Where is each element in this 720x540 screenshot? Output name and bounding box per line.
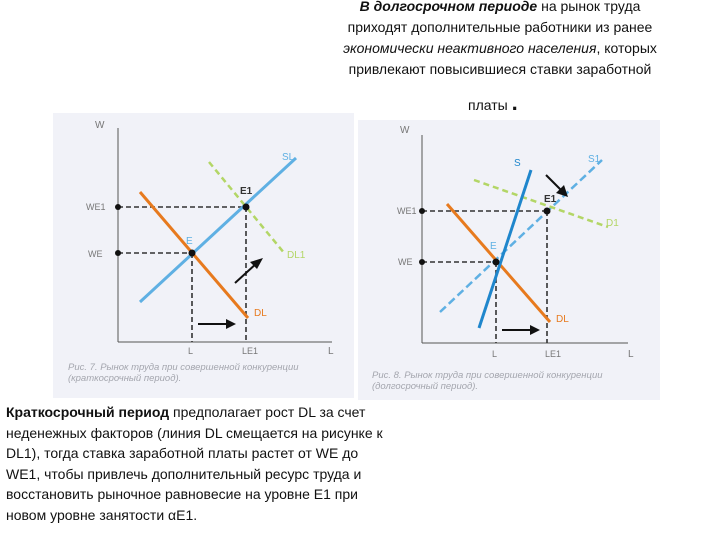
- fig2-caption: [372, 370, 603, 392]
- fig1-label-we1: WE1: [86, 202, 106, 212]
- fig2-label-l-axis: L: [628, 349, 634, 360]
- fig1-label-s: SL: [282, 152, 295, 163]
- fig2-label-d1: D1: [606, 218, 619, 229]
- fig1-label-l1: LE1: [242, 346, 259, 356]
- fig2-label-s1: S1: [588, 154, 601, 165]
- fig1-caption-line1: Рис. 7. Рынок труда при совершенной конкуренции: [68, 362, 299, 373]
- bottom-line1-rest: предполагает рост DL за счет: [169, 404, 366, 420]
- bottom-line3: DL1), тогда ставка заработной платы растет от WE до: [6, 445, 359, 461]
- fig2-label-we: WE: [398, 257, 413, 267]
- fig2-point-e: [493, 259, 500, 266]
- bottom-line4: WE1, чтобы привлечь дополнительный ресурс труда и: [6, 465, 362, 482]
- fig1-label-l-axis: L: [328, 346, 334, 357]
- bottom-line6: новом уровне занятости αE1.: [6, 506, 198, 523]
- top-line2: приходят дополнительные работники из ранее: [347, 19, 653, 35]
- fig1-label-we: WE: [88, 249, 103, 259]
- fig2-tick-we: [419, 259, 425, 265]
- fig2-caption-line2: (долгосрочный период).: [372, 381, 479, 392]
- fig2-label-e: E: [490, 241, 497, 252]
- fig1-label-e1: E1: [240, 186, 253, 197]
- fig2-label-s: S: [514, 158, 521, 169]
- fig2-label-l0: L: [492, 349, 498, 359]
- fig1-label-l0: L: [188, 346, 194, 356]
- fig2-shift-arrow-right-head: [530, 325, 540, 335]
- fig2-label-e1: E1: [544, 194, 557, 205]
- fig2-caption-line1: Рис. 8. Рынок труда при совершенной конкуренции: [372, 370, 603, 381]
- fig1-label-d1: DL1: [287, 250, 306, 261]
- bottom-line2: неденежных факторов (линия DL смещается на рисунке к: [6, 424, 383, 441]
- fig2-new-demand-line: [474, 180, 608, 227]
- fig2-label-dl: DL: [556, 314, 569, 325]
- top-line3-rest: , которых: [596, 40, 657, 56]
- fig2-tick-we1: [419, 208, 425, 214]
- fig1-label-e: E: [186, 236, 193, 247]
- fig1-label-d: DL: [254, 308, 267, 319]
- fig2-label-w-axis: W: [400, 125, 410, 136]
- fig2-label-l1: LE1: [545, 349, 562, 359]
- fig2-label-we1: WE1: [397, 206, 417, 216]
- fig2-point-e1: [544, 208, 551, 215]
- top-line4: привлекают повысившиеся ставки заработной: [348, 61, 652, 77]
- fig1-caption-line2: (краткосрочный период).: [68, 373, 182, 384]
- top-line5: платы: [468, 97, 508, 113]
- fig1-label-w-axis: W: [95, 120, 105, 131]
- top-line5-mark: .: [511, 90, 518, 115]
- bottom-line5: восстановить рыночное равновесие на уровне E1 при: [6, 486, 358, 502]
- fig2-shift-arrow-down: [546, 175, 562, 191]
- top-italic-phrase: экономически неактивного населения: [343, 40, 597, 56]
- bottom-bold-phrase: Краткосрочный период: [6, 404, 170, 420]
- bottom-paragraph: [6, 402, 446, 525]
- top-bold-phrase: В долгосрочном периоде: [359, 0, 538, 14]
- top-line1-rest: на рынок труда: [537, 0, 641, 14]
